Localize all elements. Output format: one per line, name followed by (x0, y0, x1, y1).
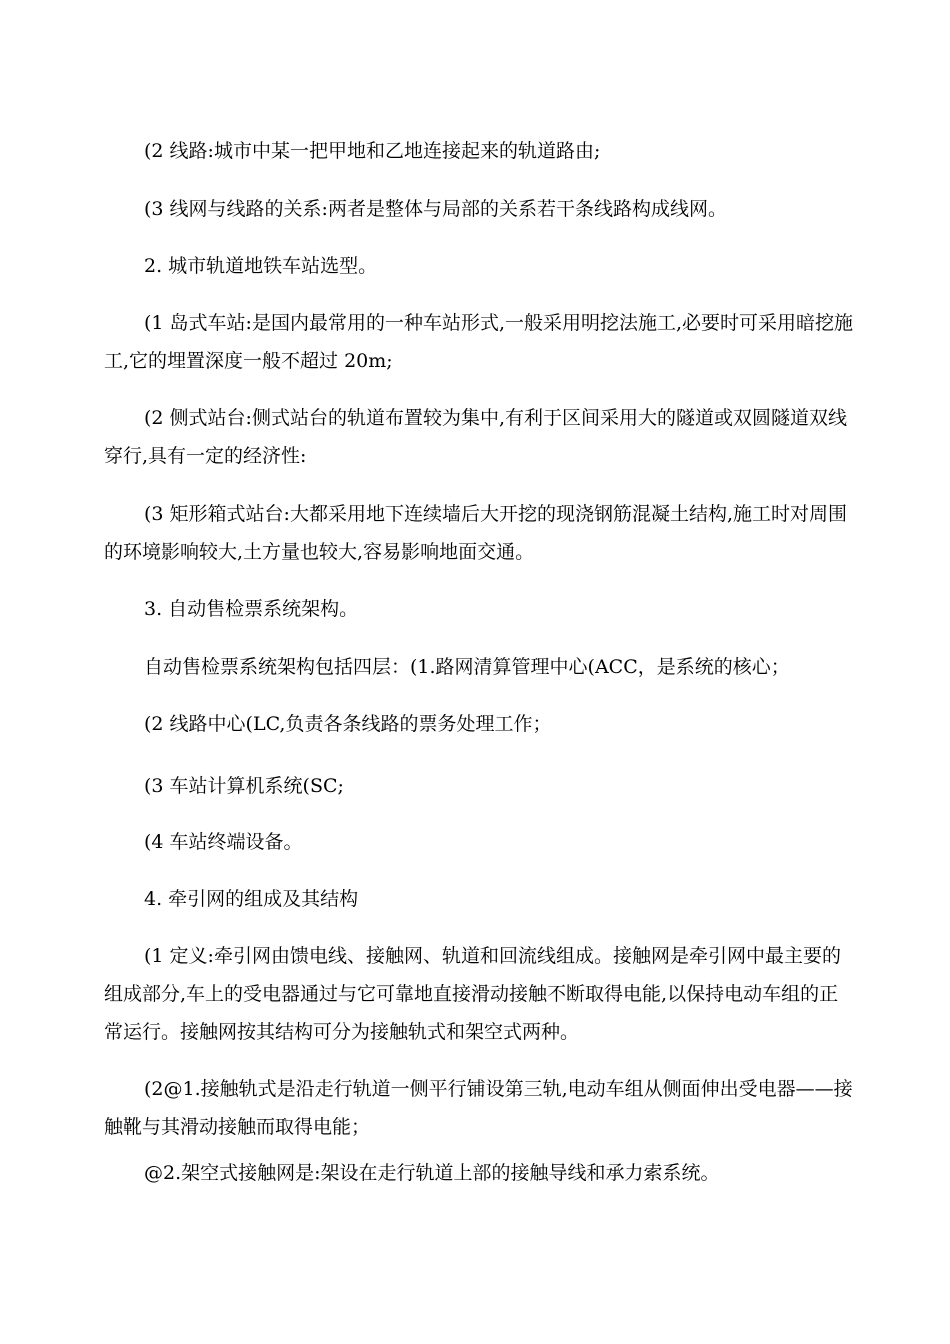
paragraph-station-terminal: (4 车站终端设备。 (144, 831, 303, 853)
paragraph-line-center: (2 线路中心(LC,负责各条线路的票务处理工作； (144, 713, 552, 735)
paragraph-overhead-catenary: @2.架空式接触网是:架设在走行轨道上部的接触导线和承力索系统。 (144, 1162, 720, 1184)
paragraph-line-definition: (2 线路:城市中某一把甲地和乙地连接起来的轨道路由; (144, 140, 601, 162)
paragraph-traction-definition: (1 定义:牵引网由馈电线、接触网、轨道和回流线组成。接触网是牵引网中最主要的组成部分,车上的受电器通过与它可靠地直接滑动接触不断取得电能,以保持电动车组的正常运行。接触网按其结构可分为接触轨式和架空式两种。 (104, 945, 841, 1043)
paragraph-island-station: (1 岛式车站:是国内最常用的一种车站形式,一般采用明挖法施工,必要时可采用暗挖施工,它的埋置深度一般不超过 20m; (104, 312, 854, 372)
paragraph-box-platform: (3 矩形箱式站台:大都采用地下连续墙后大开挖的现浇钢筋混凝土结构,施工时对周围的环境影响较大,土方量也较大,容易影响地面交通。 (104, 503, 847, 563)
paragraph-station-computer: (3 车站计算机系统(SC; (144, 775, 344, 797)
heading-station-types: 2. 城市轨道地铁车站选型。 (144, 255, 378, 277)
heading-traction-network: 4. 牵引网的组成及其结构 (144, 888, 359, 910)
paragraph-network-line-relation: (3 线网与线路的关系:两者是整体与局部的关系若干条线路构成线网。 (144, 198, 727, 220)
paragraph-afc-layers: 自动售检票系统架构包括四层：(1.路网清算管理中心(ACC，是系统的核心； (144, 656, 790, 678)
paragraph-third-rail: (2@1.接触轨式是沿走行轨道一侧平行铺设第三轨,电动车组从侧面伸出受电器——接触靴与其滑动接触而取得电能； (104, 1078, 853, 1138)
heading-afc-architecture: 3. 自动售检票系统架构。 (144, 598, 359, 620)
paragraph-side-platform: (2 侧式站台:侧式站台的轨道布置较为集中,有利于区间采用大的隧道或双圆隧道双线穿行,具有一定的经济性: (104, 407, 847, 467)
